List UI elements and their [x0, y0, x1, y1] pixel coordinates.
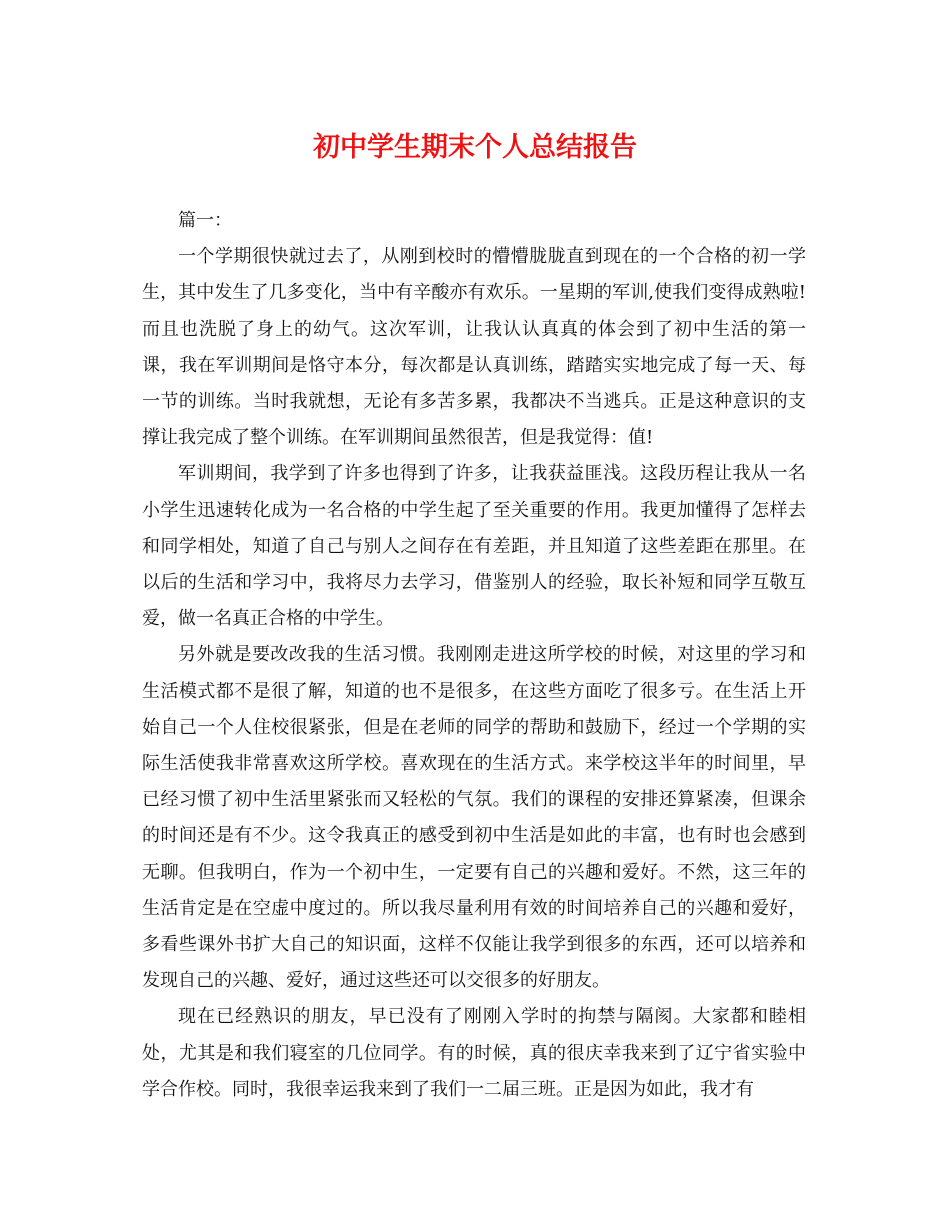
document-title: 初中学生期末个人总结报告 — [313, 132, 637, 163]
section-label: 篇一： — [178, 210, 232, 231]
document-body — [142, 203, 806, 1108]
paragraph-4: 现在已经熟识的朋友，早已没有了刚刚入学时的拘禁与隔阂。大家都和睦相处，尤其是和我们寝室的几位同学。有的时候，真的很庆幸我来到了辽宁省实验中学合作校。同时，我很幸运我来到了我们一二届三班。正是因为如此，我才有 — [142, 1006, 806, 1100]
paragraph-2: 军训期间，我学到了许多也得到了许多，让我获益匪浅。这段历程让我从一名小学生迅速转化成为一名合格的中学生起了至关重要的作用。我更加懂得了怎样去和同学相处，知道了自己与别人之间存在有差距，并且知道了这些差距在那里。在以后的生活和学习中，我将尽力去学习，借鉴别人的经验，取长补短和同学互敬互爱，做一名真正合格的中学生。 — [142, 463, 806, 630]
paragraph-3: 另外就是要改改我的生活习惯。我刚刚走进这所学校的时候，对这里的学习和生活模式都不是很了解，知道的也不是很多，在这些方面吃了很多亏。在生活上开始自己一个人住校很紧张，但是在老师的同学的帮助和鼓励下，经过一个学期的实际生活使我非常喜欢这所学校。喜欢现在的生活方式。来学校这半年的时间里，早已经习惯了初中生活里紧张而又轻松的气氛。我们的课程的安排还算紧凑，但课余的时间还是有不少。这令我真正的感受到初中生活是如此的丰富，也有时也会感到无聊。但我明白，作为一个初中生，一定要有自己的兴趣和爱好。不然，这三年的生活肯定是在空虚中度过的。所以我尽量利用有效的时间培养自己的兴趣和爱好，多看些课外书扩大自己的知识面，这样不仅能让我学到很多的东西，还可以培养和发现自己的兴趣、爱好，通过这些还可以交很多的好朋友。 — [142, 644, 806, 992]
paragraph-1: 一个学期很快就过去了，从刚到校时的懵懵胧胧直到现在的一个合格的初一学生，其中发生了几多变化，当中有辛酸亦有欢乐。一星期的军训,使我们变得成熟啦!而且也洗脱了身上的幼气。这次军训，让我认认真真的体会到了初中生活的第一课，我在军训期间是恪守本分，每次都是认真训练，踏踏实实地完成了每一天、每一节的训练。当时我就想，无论有多苦多累，我都决不当逃兵。正是这种意识的支撑让我完成了整个训练。在军训期间虽然很苦，但是我觉得：值! — [142, 246, 806, 449]
